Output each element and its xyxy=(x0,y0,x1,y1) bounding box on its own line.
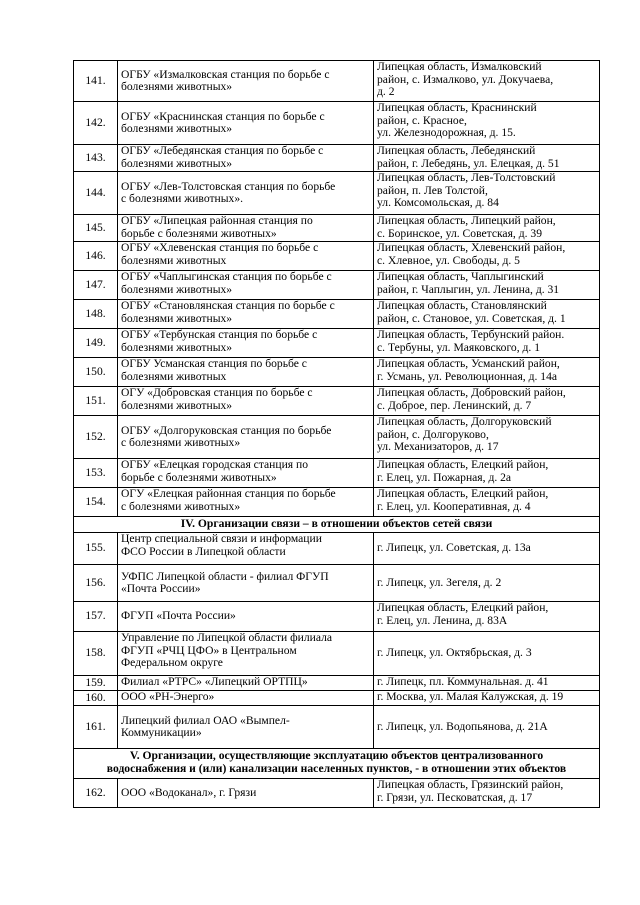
row-number: 147. xyxy=(74,271,118,300)
table-row xyxy=(74,215,600,242)
section-heading-row xyxy=(74,749,600,779)
organization-address: г. Липецк, пл. Коммунальная. д. 41 xyxy=(374,676,600,691)
organizations-table xyxy=(73,60,600,808)
row-number: 144. xyxy=(74,172,118,215)
organization-name: ОГБУ «Тербунская станция по борьбе с болезнями животных» xyxy=(118,329,374,358)
table-row xyxy=(74,459,600,488)
row-number: 151. xyxy=(74,387,118,416)
organization-name: Филиал «РТРС» «Липецкий ОРТПЦ» xyxy=(118,676,374,691)
organization-address: Липецкая область, Усманский район, г. Усмань, ул. Революционная, д. 14а xyxy=(374,358,600,387)
organization-address: Липецкая область, Лебедянский район, г. Лебедянь, ул. Елецкая, д. 51 xyxy=(374,145,600,172)
table-row xyxy=(74,691,600,706)
organization-address: г. Липецк, ул. Водопьянова, д. 21А xyxy=(374,706,600,749)
table-row xyxy=(74,602,600,632)
organization-address: Липецкая область, Елецкий район, г. Елец, ул. Ленина, д. 83А xyxy=(374,602,600,632)
row-number: 150. xyxy=(74,358,118,387)
organization-name: ОГБУ «Краснинская станция по борьбе с болезнями животных» xyxy=(118,102,374,145)
organization-name: ОГБУ «Лев-Толстовская станция по борьбе с болезнями животных». xyxy=(118,172,374,215)
organization-name: Центр специальной связи и информации ФСО России в Липецкой области xyxy=(118,533,374,565)
table-row xyxy=(74,706,600,749)
row-number: 148. xyxy=(74,300,118,329)
organization-name: ОГБУ «Хлевенская станция по борьбе с болезнями животных xyxy=(118,242,374,271)
table-row xyxy=(74,271,600,300)
organization-name: ОГБУ Усманская станция по борьбе с болезнями животных xyxy=(118,358,374,387)
table-row xyxy=(74,61,600,102)
organization-address: г. Липецк, ул. Зегеля, д. 2 xyxy=(374,565,600,602)
row-number: 142. xyxy=(74,102,118,145)
organization-name: УФПС Липецкой области - филиал ФГУП «Почта России» xyxy=(118,565,374,602)
organization-address: Липецкая область, Тербунский район. с. Тербуны, ул. Маяковского, д. 1 xyxy=(374,329,600,358)
table-row xyxy=(74,632,600,676)
row-number: 160. xyxy=(74,691,118,706)
table-row xyxy=(74,779,600,808)
organization-address: Липецкая область, Хлевенский район, с. Хлевное, ул. Свободы, д. 5 xyxy=(374,242,600,271)
organization-address: Липецкая область, Измалковский район, с. Измалково, ул. Докучаева, д. 2 xyxy=(374,61,600,102)
table-row xyxy=(74,102,600,145)
row-number: 145. xyxy=(74,215,118,242)
organization-name: ФГУП «Почта России» xyxy=(118,602,374,632)
row-number: 157. xyxy=(74,602,118,632)
organization-address: Липецкая область, Становлянский район, с. Становое, ул. Советская, д. 1 xyxy=(374,300,600,329)
table-row xyxy=(74,242,600,271)
organization-address: Липецкая область, Чаплыгинский район, г. Чаплыгин, ул. Ленина, д. 31 xyxy=(374,271,600,300)
organization-name: ОГБУ «Долгоруковская станция по борьбе с болезнями животных» xyxy=(118,416,374,459)
section-heading-row xyxy=(74,517,600,533)
organization-name: ОГБУ «Измалковская станция по борьбе с болезнями животных» xyxy=(118,61,374,102)
row-number: 153. xyxy=(74,459,118,488)
organization-address: г. Москва, ул. Малая Калужская, д. 19 xyxy=(374,691,600,706)
organization-address: Липецкая область, Липецкий район, с. Боринское, ул. Советская, д. 39 xyxy=(374,215,600,242)
table-row xyxy=(74,533,600,565)
table-row xyxy=(74,172,600,215)
row-number: 161. xyxy=(74,706,118,749)
table-row xyxy=(74,300,600,329)
organization-name: Управление по Липецкой области филиала ФГУП «РЧЦ ЦФО» в Центральном Федеральном округе xyxy=(118,632,374,676)
row-number: 143. xyxy=(74,145,118,172)
organization-address: Липецкая область, Добровский район, с. Доброе, пер. Ленинский, д. 7 xyxy=(374,387,600,416)
organization-name: ОГБУ «Чаплыгинская станция по борьбе с болезнями животных» xyxy=(118,271,374,300)
row-number: 141. xyxy=(74,61,118,102)
table-row xyxy=(74,676,600,691)
table-row xyxy=(74,565,600,602)
table-row xyxy=(74,416,600,459)
organization-address: Липецкая область, Грязинский район, г. Грязи, ул. Песковатская, д. 17 xyxy=(374,779,600,808)
organization-address: Липецкая область, Краснинский район, с. Красное, ул. Железнодорожная, д. 15. xyxy=(374,102,600,145)
organization-address: г. Липецк, ул. Советская, д. 13а xyxy=(374,533,600,565)
row-number: 149. xyxy=(74,329,118,358)
table-row xyxy=(74,145,600,172)
table-row xyxy=(74,387,600,416)
row-number: 155. xyxy=(74,533,118,565)
table-row xyxy=(74,488,600,517)
organization-name: Липецкий филиал ОАО «Вымпел- Коммуникации» xyxy=(118,706,374,749)
organization-address: Липецкая область, Лев-Толстовский район, п. Лев Толстой, ул. Комсомольская, д. 84 xyxy=(374,172,600,215)
row-number: 162. xyxy=(74,779,118,808)
organization-name: ОГУ «Елецкая районная станция по борьбе с болезнями животных» xyxy=(118,488,374,517)
organization-name: ОГБУ «Лебедянская станция по борьбе с болезнями животных» xyxy=(118,145,374,172)
organization-name: ОГБУ «Становлянская станция по борьбе с болезнями животных» xyxy=(118,300,374,329)
table-row xyxy=(74,358,600,387)
row-number: 159. xyxy=(74,676,118,691)
row-number: 158. xyxy=(74,632,118,676)
section-heading: V. Организации, осуществляющие эксплуатацию объектов централизованного водоснабжения и (или) канализации населенных пунктов, - в отношении этих объектов xyxy=(74,749,600,779)
section-heading: IV. Организации связи – в отношении объектов сетей связи xyxy=(74,517,600,533)
organization-name: ООО «Водоканал», г. Грязи xyxy=(118,779,374,808)
organization-address: Липецкая область, Елецкий район, г. Елец, ул. Пожарная, д. 2а xyxy=(374,459,600,488)
organization-address: г. Липецк, ул. Октябрьская, д. 3 xyxy=(374,632,600,676)
organization-address: Липецкая область, Долгоруковский район, с. Долгоруково, ул. Механизаторов, д. 17 xyxy=(374,416,600,459)
row-number: 146. xyxy=(74,242,118,271)
row-number: 154. xyxy=(74,488,118,517)
organization-address: Липецкая область, Елецкий район, г. Елец, ул. Кооперативная, д. 4 xyxy=(374,488,600,517)
row-number: 156. xyxy=(74,565,118,602)
table-row xyxy=(74,329,600,358)
organization-name: ОГБУ «Елецкая городская станция по борьбе с болезнями животных» xyxy=(118,459,374,488)
organization-name: ОГУ «Добровская станция по борьбе с болезнями животных» xyxy=(118,387,374,416)
row-number: 152. xyxy=(74,416,118,459)
organization-name: ООО «РН-Энерго» xyxy=(118,691,374,706)
organization-name: ОГБУ «Липецкая районная станция по борьбе с болезнями животных» xyxy=(118,215,374,242)
